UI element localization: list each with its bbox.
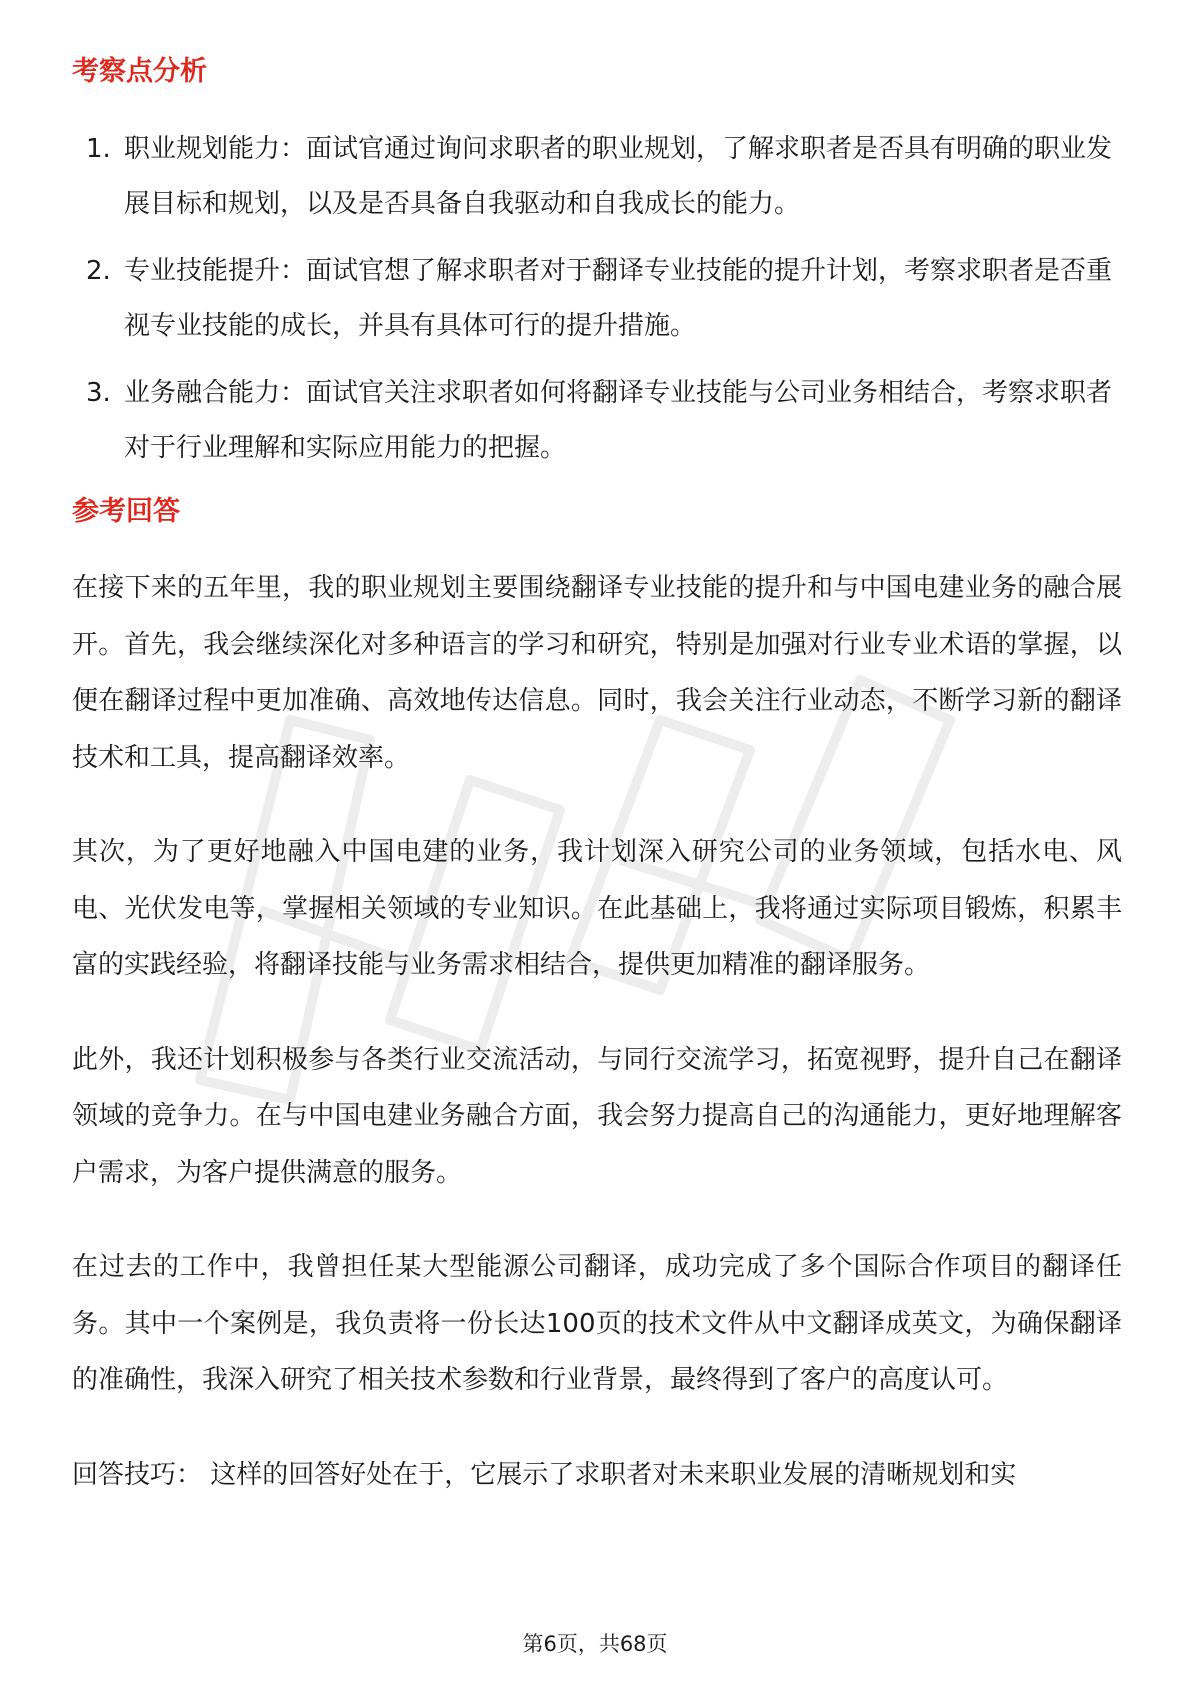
- answer-tip-paragraph: 回答技巧： 这样的回答好处在于，它展示了求职者对未来职业发展的清晰规划和实: [72, 1459, 1017, 1490]
- analysis-list: [72, 122, 1118, 488]
- page-number: 第6页，共68页: [522, 1632, 668, 1656]
- analysis-item-text: 专业技能提升：面试官想了解求职者对于翻译专业技能的提升计划，考察求职者是否重视专业技能的成长，并具有具体可行的提升措施。: [124, 256, 1113, 341]
- analysis-item-number: 2.: [86, 256, 111, 286]
- answer-paragraph: 在接下来的五年里，我的职业规划主要围绕翻译专业技能的提升和与中国电建业务的融合展开。首先，我会继续深化对多种语言的学习和研究，特别是加强对行业专业术语的掌握，以便在翻译过程中更加准确、高效地传达信息。同时，我会关注行业动态，不断学习新的翻译技术和工具，提高翻译效率。: [72, 573, 1122, 773]
- analysis-item-text: 业务融合能力：面试官关注求职者如何将翻译专业技能与公司业务相结合，考察求职者对于行业理解和实际应用能力的把握。: [124, 378, 1113, 463]
- answer-heading: 参考回答: [72, 496, 180, 527]
- analysis-item: [72, 244, 1118, 354]
- analysis-item-number: 3.: [86, 378, 111, 408]
- analysis-item-text: 职业规划能力：面试官通过询问求职者的职业规划，了解求职者是否具有明确的职业发展目标和规划，以及是否具备自我驱动和自我成长的能力。: [124, 134, 1113, 219]
- answer-paragraph: 此外，我还计划积极参与各类行业交流活动，与同行交流学习，拓宽视野，提升自己在翻译领域的竞争力。在与中国电建业务融合方面，我会努力提高自己的沟通能力，更好地理解客户需求，为客户提供满意的服务。: [72, 1044, 1122, 1188]
- answer-paragraph: 其次，为了更好地融入中国电建的业务，我计划深入研究公司的业务领域，包括水电、风电、光伏发电等，掌握相关领域的专业知识。在此基础上，我将通过实际项目锻炼，积累丰富的实践经验，将翻译技能与业务需求相结合，提供更加精准的翻译服务。: [72, 837, 1122, 980]
- analysis-item: [72, 122, 1118, 232]
- answer-body: [72, 560, 1122, 1541]
- analysis-item: [72, 366, 1118, 476]
- analysis-heading: 考察点分析: [72, 56, 207, 87]
- analysis-item-number: 1.: [86, 134, 111, 164]
- answer-paragraph: 在过去的工作中，我曾担任某大型能源公司翻译，成功完成了多个国际合作项目的翻译任务。其中一个案例是，我负责将一份长达100页的技术文件从中文翻译成英文，为确保翻译的准确性，我深入研究了相关技术参数和行业背景，最终得到了客户的高度认可。: [72, 1252, 1122, 1395]
